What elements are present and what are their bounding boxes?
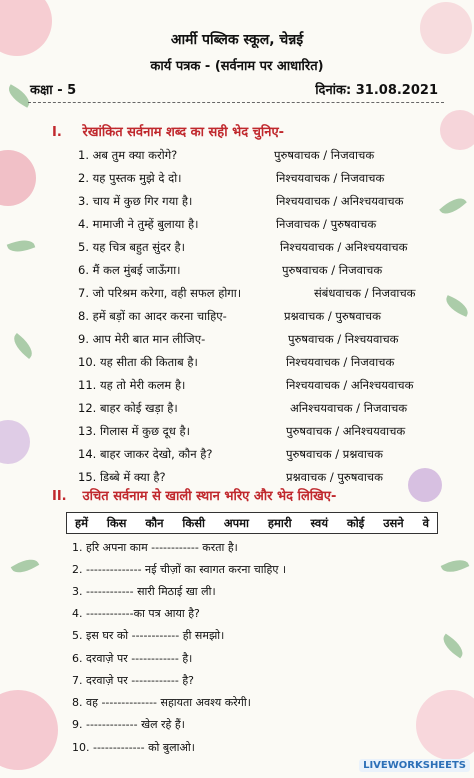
date-label: दिनांक: 31.08.2021 [315, 83, 438, 98]
question-12-options[interactable]: अनिश्चयवाचक / निजवाचक [290, 401, 408, 415]
question-11-options[interactable]: निश्चयवाचक / अनिश्चयवाचक [286, 378, 414, 392]
question-3: 3. चाय में कुछ गिर गया है। [78, 194, 193, 208]
class-label: कक्षा - 5 [30, 83, 77, 98]
word-bank-item: अपमा [223, 515, 250, 530]
question-11: 11. यह तो मेरी कलम है। [78, 378, 186, 392]
question-2-options[interactable]: निश्चयवाचक / निजवाचक [276, 171, 385, 185]
fill-blank-4[interactable]: 4. ------------का पत्र आया है? [72, 607, 200, 620]
question-6-options[interactable]: पुरुषवाचक / निजवाचक [282, 263, 383, 277]
header-divider [28, 102, 444, 103]
word-bank-item: उसने [383, 515, 404, 530]
fill-blank-6[interactable]: 6. दरवाज़े पर ------------ है। [72, 652, 193, 665]
fill-blank-10[interactable]: 10. ------------- को बुलाओ। [72, 741, 195, 754]
word-bank-item: कौन [145, 515, 164, 530]
word-bank-item: किसी [182, 515, 205, 530]
question-4-options[interactable]: निजवाचक / पुरुषवाचक [276, 217, 377, 231]
question-6: 6. मैं कल मुंबई जाऊँगा। [78, 263, 181, 277]
question-14-options[interactable]: पुरुषवाचक / प्रश्नवाचक [286, 447, 383, 461]
fill-blank-5[interactable]: 5. इस घर को ------------ ही समझो। [72, 629, 225, 642]
question-7-options[interactable]: संबंधवाचक / निजवाचक [314, 286, 416, 300]
question-1-options[interactable]: पुरुषवाचक / निजवाचक [274, 148, 375, 162]
fill-blank-3[interactable]: 3. ------------ सारी मिठाई खा ली। [72, 585, 216, 598]
word-bank-item: किस [106, 515, 127, 530]
question-15-options[interactable]: प्रश्नवाचक / पुरुषवाचक [286, 470, 383, 484]
section-2-title: उचित सर्वनाम से खाली स्थान भरिए और भेद लिखिए- [82, 489, 337, 504]
question-1: 1. अब तुम क्या करोगे? [78, 148, 178, 162]
question-15: 15. डिब्बे में क्या है? [78, 470, 166, 484]
question-10: 10. यह सीता की किताब है। [78, 355, 198, 369]
section-1-heading [52, 122, 284, 140]
worksheet-title: कार्य पत्रक - (सर्वनाम पर आधारित) [150, 59, 324, 74]
question-5: 5. यह चित्र बहुत सुंदर है। [78, 240, 185, 254]
word-bank [66, 512, 438, 534]
question-9: 9. आप मेरी बात मान लीजिए- [78, 332, 206, 346]
school-name: आर्मी पब्लिक स्कूल, चेन्नई [170, 32, 304, 48]
question-4: 4. मामाजी ने तुम्हें बुलाया है। [78, 217, 199, 231]
question-13: 13. गिलास में कुछ दूध है। [78, 424, 190, 438]
fill-blank-2[interactable]: 2. -------------- नई चीज़ों का स्वागत करना चाहिए । [72, 563, 287, 576]
word-bank-item: वे [422, 515, 429, 530]
liveworksheets-logo[interactable]: LIVEWORKSHEETS [359, 759, 470, 772]
fill-blank-8[interactable]: 8. वह -------------- सहायता अवश्य करेगी। [72, 696, 251, 709]
section-1-number: I. [52, 125, 62, 140]
fill-blank-1[interactable]: 1. हरि अपना काम ------------ करता है। [72, 541, 238, 554]
word-bank-item: हमारी [267, 515, 292, 530]
section-2-number: II. [52, 489, 67, 504]
question-5-options[interactable]: निश्चयवाचक / अनिश्चयवाचक [280, 240, 408, 254]
fill-blank-7[interactable]: 7. दरवाज़े पर ------------ है? [72, 674, 195, 687]
question-13-options[interactable]: पुरुषवाचक / अनिश्चयवाचक [286, 424, 406, 438]
question-8-options[interactable]: प्रश्नवाचक / पुरुषवाचक [284, 309, 381, 323]
question-8: 8. हमें बड़ों का आदर करना चाहिए- [78, 309, 227, 323]
word-bank-item: स्वयं [310, 515, 328, 530]
section-2-heading [52, 486, 336, 504]
question-9-options[interactable]: पुरुषवाचक / निश्चयवाचक [288, 332, 399, 346]
question-12: 12. बाहर कोई खड़ा है। [78, 401, 178, 415]
section-1-title: रेखांकित सर्वनाम शब्द का सही भेद चुनिए- [82, 125, 285, 140]
question-14: 14. बाहर जाकर देखो, कौन है? [78, 447, 213, 461]
question-7: 7. जो परिश्रम करेगा, वही सफल होगा। [78, 286, 242, 300]
question-3-options[interactable]: निश्चयवाचक / अनिश्चयवाचक [276, 194, 404, 208]
word-bank-item: हमें [75, 515, 88, 530]
word-bank-item: कोई [346, 515, 365, 530]
question-2: 2. यह पुस्तक मुझे दे दो। [78, 171, 182, 185]
fill-blank-9[interactable]: 9. ------------- खेल रहे हैं। [72, 718, 185, 731]
question-10-options[interactable]: निश्चयवाचक / निजवाचक [286, 355, 395, 369]
